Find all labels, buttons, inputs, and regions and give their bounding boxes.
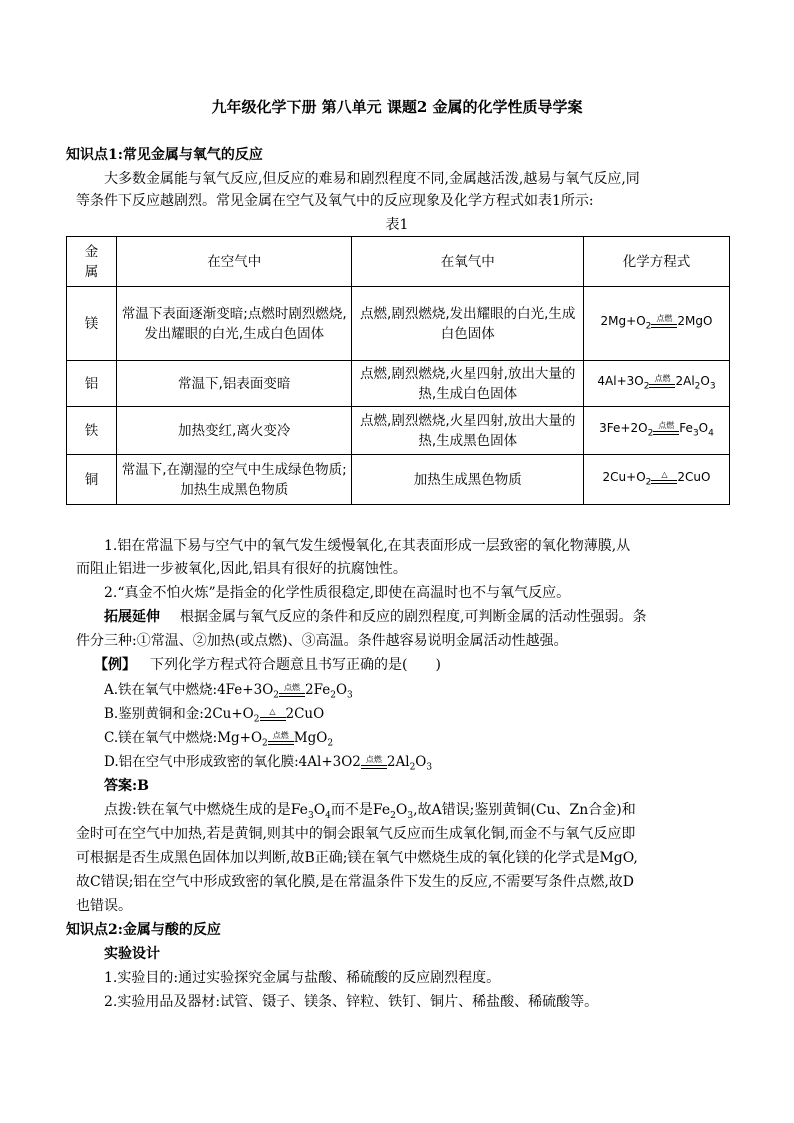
header-oxygen: 在氧气中 [352,237,584,287]
kp2-heading: 知识点2:金属与酸的反应 [66,922,221,938]
header-equation: 化学方程式 [584,237,730,287]
table-row [67,407,730,455]
cell-metal: 镁 [67,287,117,361]
page-title: 九年级化学下册 第八单元 课题2 金属的化学性质导学案 [211,98,583,116]
metal-oxygen-table [66,236,730,505]
analysis-line-4: 故C错误;铝在空气中形成致密的氧化膜,是在常温条件下发生的反应,不需要写条件点燃,故D [76,874,635,890]
analysis-line-2: 金时可在空气中加热,若是黄铜,则其中的铜会跟氧气反应而生成氧化铜,而金不与氧气反应即 [76,826,636,842]
experiment-heading: 实验设计 [104,946,160,962]
analysis-line-1: 点拨:铁在氧气中燃烧生成的是$Fe_3O_4$而不是$Fe_2O_3$,故A错误;鉴别黄铜(Cu、Zn合金)和 [104,802,636,821]
option-c: C.镁在氧气中燃烧$:Mg+O_2$点燃 MgO$_2$ [104,730,334,749]
option-d: D.铝在空气中形成致密的氧化膜:4Al+3O2 点燃 $2Al_2O_3$ [104,754,433,773]
kp1-heading: 知识点1:常见金属与氧气的反应 [66,147,263,163]
cell-equation: $2Mg+O_2$点燃 2MgO [584,287,730,361]
kp1-paragraph-line-2: 等条件下反应越剧烈。常见金属在空气及氧气中的反应现象及化学方程式如表1所示: [76,193,594,209]
cell-oxygen: 点燃,剧烈燃烧,火星四射,放出大量的热,生成黑色固体 [352,407,584,455]
cell-air: 常温下,铝表面变暗 [116,361,352,407]
cell-air: 加热变红,离火变冷 [116,407,352,455]
cell-metal: 铜 [67,455,117,505]
table-row [67,361,730,407]
header-metal: 金属 [67,237,117,287]
note-2: 2.“真金不怕火炼”是指金的化学性质很稳定,即使在高温时也不与氧气反应。 [104,585,571,601]
note-1-line-2: 而阻止铝进一步被氧化,因此,铝具有很好的抗腐蚀性。 [76,561,407,577]
cell-oxygen: 加热生成黑色物质 [352,455,584,505]
table-row [67,287,730,361]
table-header-row [67,237,730,287]
cell-air: 常温下,在潮湿的空气中生成绿色物质;加热生成黑色物质 [116,455,352,505]
answer: 答案:B [104,778,150,794]
cell-oxygen: 点燃,剧烈燃烧,火星四射,放出大量的热,生成白色固体 [352,361,584,407]
cell-equation: $4Al+3O_2$点燃 $2Al_2O_3$ [584,361,730,407]
analysis-line-3: 可根据是否生成黑色固体加以判断,故B正确;镁在氧气中燃烧生成的氧化镁的化学式是MgO, [76,850,638,866]
header-air: 在空气中 [116,237,352,287]
cell-metal: 铁 [67,407,117,455]
experiment-purpose: 1.实验目的:通过实验探究金属与盐酸、稀硫酸的反应剧烈程度。 [104,970,501,986]
cell-equation: $3Fe+2O_2$点燃 $Fe_3O_4$ [584,407,730,455]
option-b: B.鉴别黄铜和金$:2Cu+O_2\triangle$ 2CuO [104,706,325,725]
analysis-line-5: 也错误。 [76,898,132,914]
experiment-materials: 2.实验用品及器材:试管、镊子、镁条、锌粒、铁钉、铜片、稀盐酸、稀硫酸等。 [104,994,599,1010]
table-row [67,455,730,505]
extension-label: 拓展延伸 [104,609,160,625]
example-label: 【例】 [94,657,136,673]
extension-line-2: 件分三种:①常温、②加热(或点燃)、③高温。条件越容易说明金属活动性越强。 [76,633,568,649]
option-a: A.铁在氧气中燃烧$:4Fe+3O_2$点燃 $2Fe_2O_3$ [104,682,353,701]
example-question: 【例】 下列化学方程式符合题意且书写正确的是( ) [94,657,441,673]
cell-oxygen: 点燃,剧烈燃烧,发出耀眼的白光,生成白色固体 [352,287,584,361]
table-caption: 表1 [385,217,409,233]
note-1-line-1: 1.铝在常温下易与空气中的氧气发生缓慢氧化,在其表面形成一层致密的氧化物薄膜,从 [104,538,631,554]
cell-metal: 铝 [67,361,117,407]
cell-equation: $2Cu+O_2\triangle$ 2CuO [584,455,730,505]
cell-air: 常温下表面逐渐变暗;点燃时剧烈燃烧,发出耀眼的白光,生成白色固体 [116,287,352,361]
kp1-paragraph-line-1: 大多数金属能与氧气反应,但反应的难易和剧烈程度不同,金属越活泼,越易与氧气反应,同 [104,171,640,187]
extension-line-1: 拓展延伸 根据金属与氧气反应的条件和反应的剧烈程度,可判断金属的活动性强弱。条 [104,609,647,625]
